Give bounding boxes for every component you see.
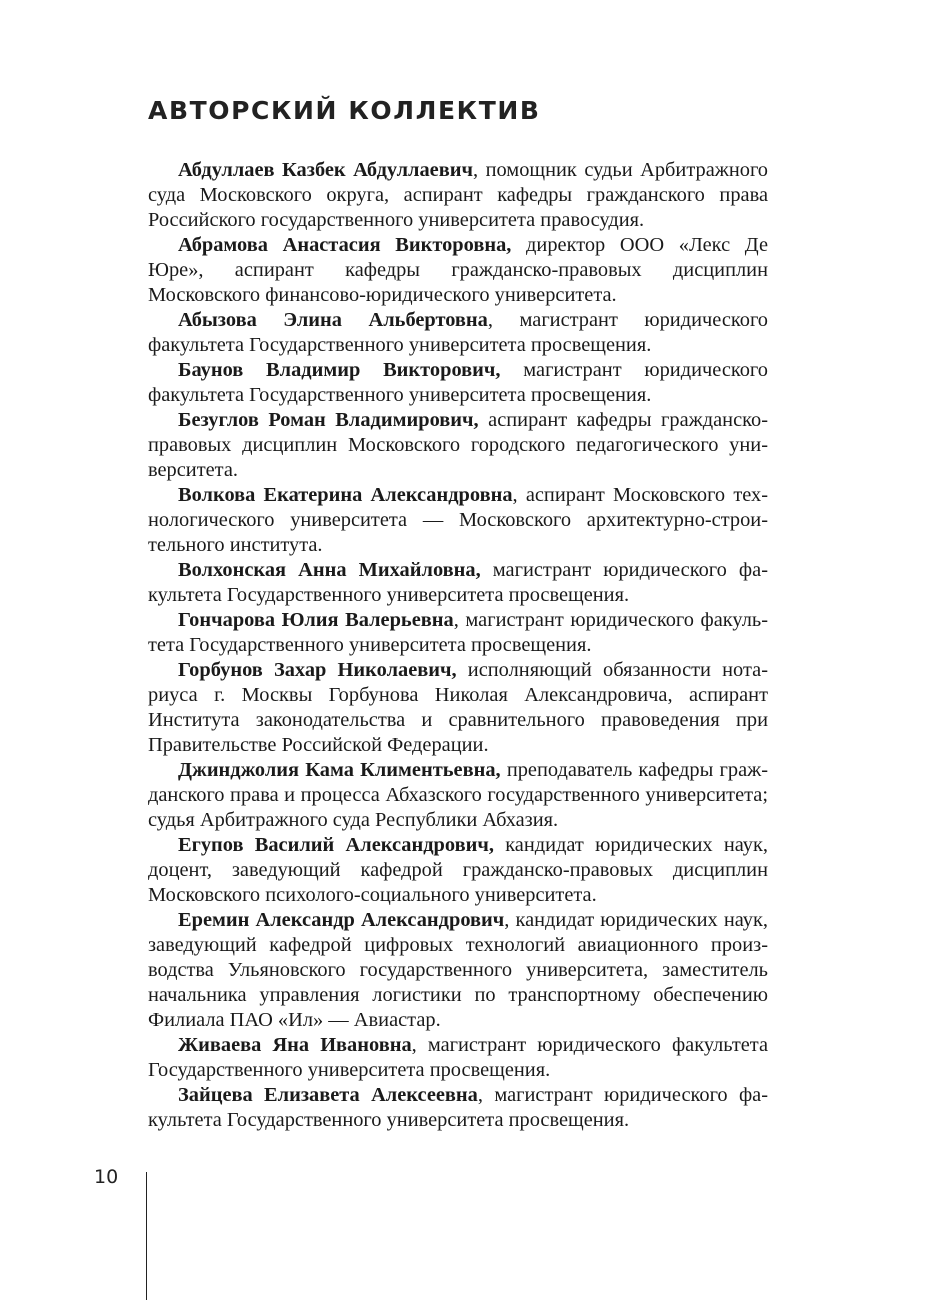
author-description: аспирант кафедры гражданско-правовых дисциплин Московского городского педагогического университета.: [148, 409, 768, 481]
author-description: директор ООО «Лекс Де Юре», аспирант кафедры гражданско-правовых дисциплин Московского финансово-юридического университета.: [148, 234, 768, 306]
author-name: Абрамова Анастасия Викторовна,: [178, 234, 512, 256]
author-description: , магистрант юридического факультета Государственного университета просвещения.: [148, 1034, 768, 1081]
author-entry: [148, 558, 768, 608]
author-entry: [148, 658, 768, 758]
author-name: Баунов Владимир Викторович,: [178, 359, 501, 381]
author-name: Абдуллаев Казбек Абдуллаевич: [178, 159, 473, 181]
author-description: магистрант юридического факультета Государственного университета просвещения.: [148, 359, 768, 406]
author-name: Живаева Яна Ивановна: [178, 1034, 412, 1056]
author-entry: [148, 358, 768, 408]
author-description: , кандидат юридических наук, заведующий кафедрой цифровых технологий авиационного производства Ульяновского государственного университета, заместитель начальника управления логистики по транспортному обеспечению Филиала ПАО «Ил» — Авиастар.: [148, 909, 768, 1031]
author-entry: [148, 908, 768, 1033]
author-entry: [148, 408, 768, 483]
author-list: [148, 158, 768, 1133]
author-name: Гончарова Юлия Валерьевна: [178, 609, 454, 631]
author-entry: [148, 1083, 768, 1133]
author-entry: [148, 233, 768, 308]
author-entry: [148, 1033, 768, 1083]
margin-rule: [146, 1172, 147, 1300]
author-description: магистрант юридического факультета Государственного университета просвещения.: [148, 559, 768, 606]
author-name: Егупов Василий Александрович,: [178, 834, 494, 856]
author-entry: [148, 833, 768, 908]
author-description: , аспирант Московского технологического университета — Московского архитектурно-строительного института.: [148, 484, 768, 556]
author-entry: [148, 608, 768, 658]
author-entry: [148, 483, 768, 558]
author-name: Волкова Екатерина Александровна: [178, 484, 513, 506]
author-description: , магистрант юридического факультета Государственного университета просвещения.: [148, 309, 768, 356]
page-title: АВТОРСКИЙ КОЛЛЕКТИВ: [148, 96, 541, 125]
author-description: преподаватель кафедры гражданского права и процесса Абхазского государственного университета; судья Арбитражного суда Республики Абхазия.: [148, 759, 769, 831]
author-entry: [148, 758, 768, 833]
author-name: Джинджолия Кама Климентьевна,: [178, 759, 501, 781]
page-number: 10: [94, 1166, 119, 1188]
author-description: , магистрант юридического факультета Государственного университета просвещения.: [148, 609, 768, 656]
author-description: исполняющий обязанности нотариуса г. Москвы Горбунова Николая Александровича, аспирант Института законодательства и сравнительного правоведения при Правительстве Российской Федерации.: [148, 659, 768, 756]
author-description: , магистрант юридического факультета Государственного университета просвещения.: [148, 1084, 769, 1131]
author-entry: [148, 158, 768, 233]
author-description: кандидат юридических наук, доцент, заведующий кафедрой гражданско-правовых дисциплин Московского психолого-социального университета.: [148, 834, 768, 906]
author-name: Безуглов Роман Владимирович,: [178, 409, 479, 431]
author-name: Волхонская Анна Михайловна,: [178, 559, 481, 581]
author-name: Горбунов Захар Николаевич,: [178, 659, 457, 681]
author-entry: [148, 308, 768, 358]
author-name: Еремин Александр Александрович: [178, 909, 505, 931]
author-name: Зайцева Елизавета Алексеевна: [178, 1084, 478, 1106]
author-description: , помощник судьи Арбитражного суда Московского округа, аспирант кафедры гражданского права Российского государственного университета правосудия.: [148, 159, 768, 231]
author-name: Абызова Элина Альбертовна: [178, 309, 488, 331]
